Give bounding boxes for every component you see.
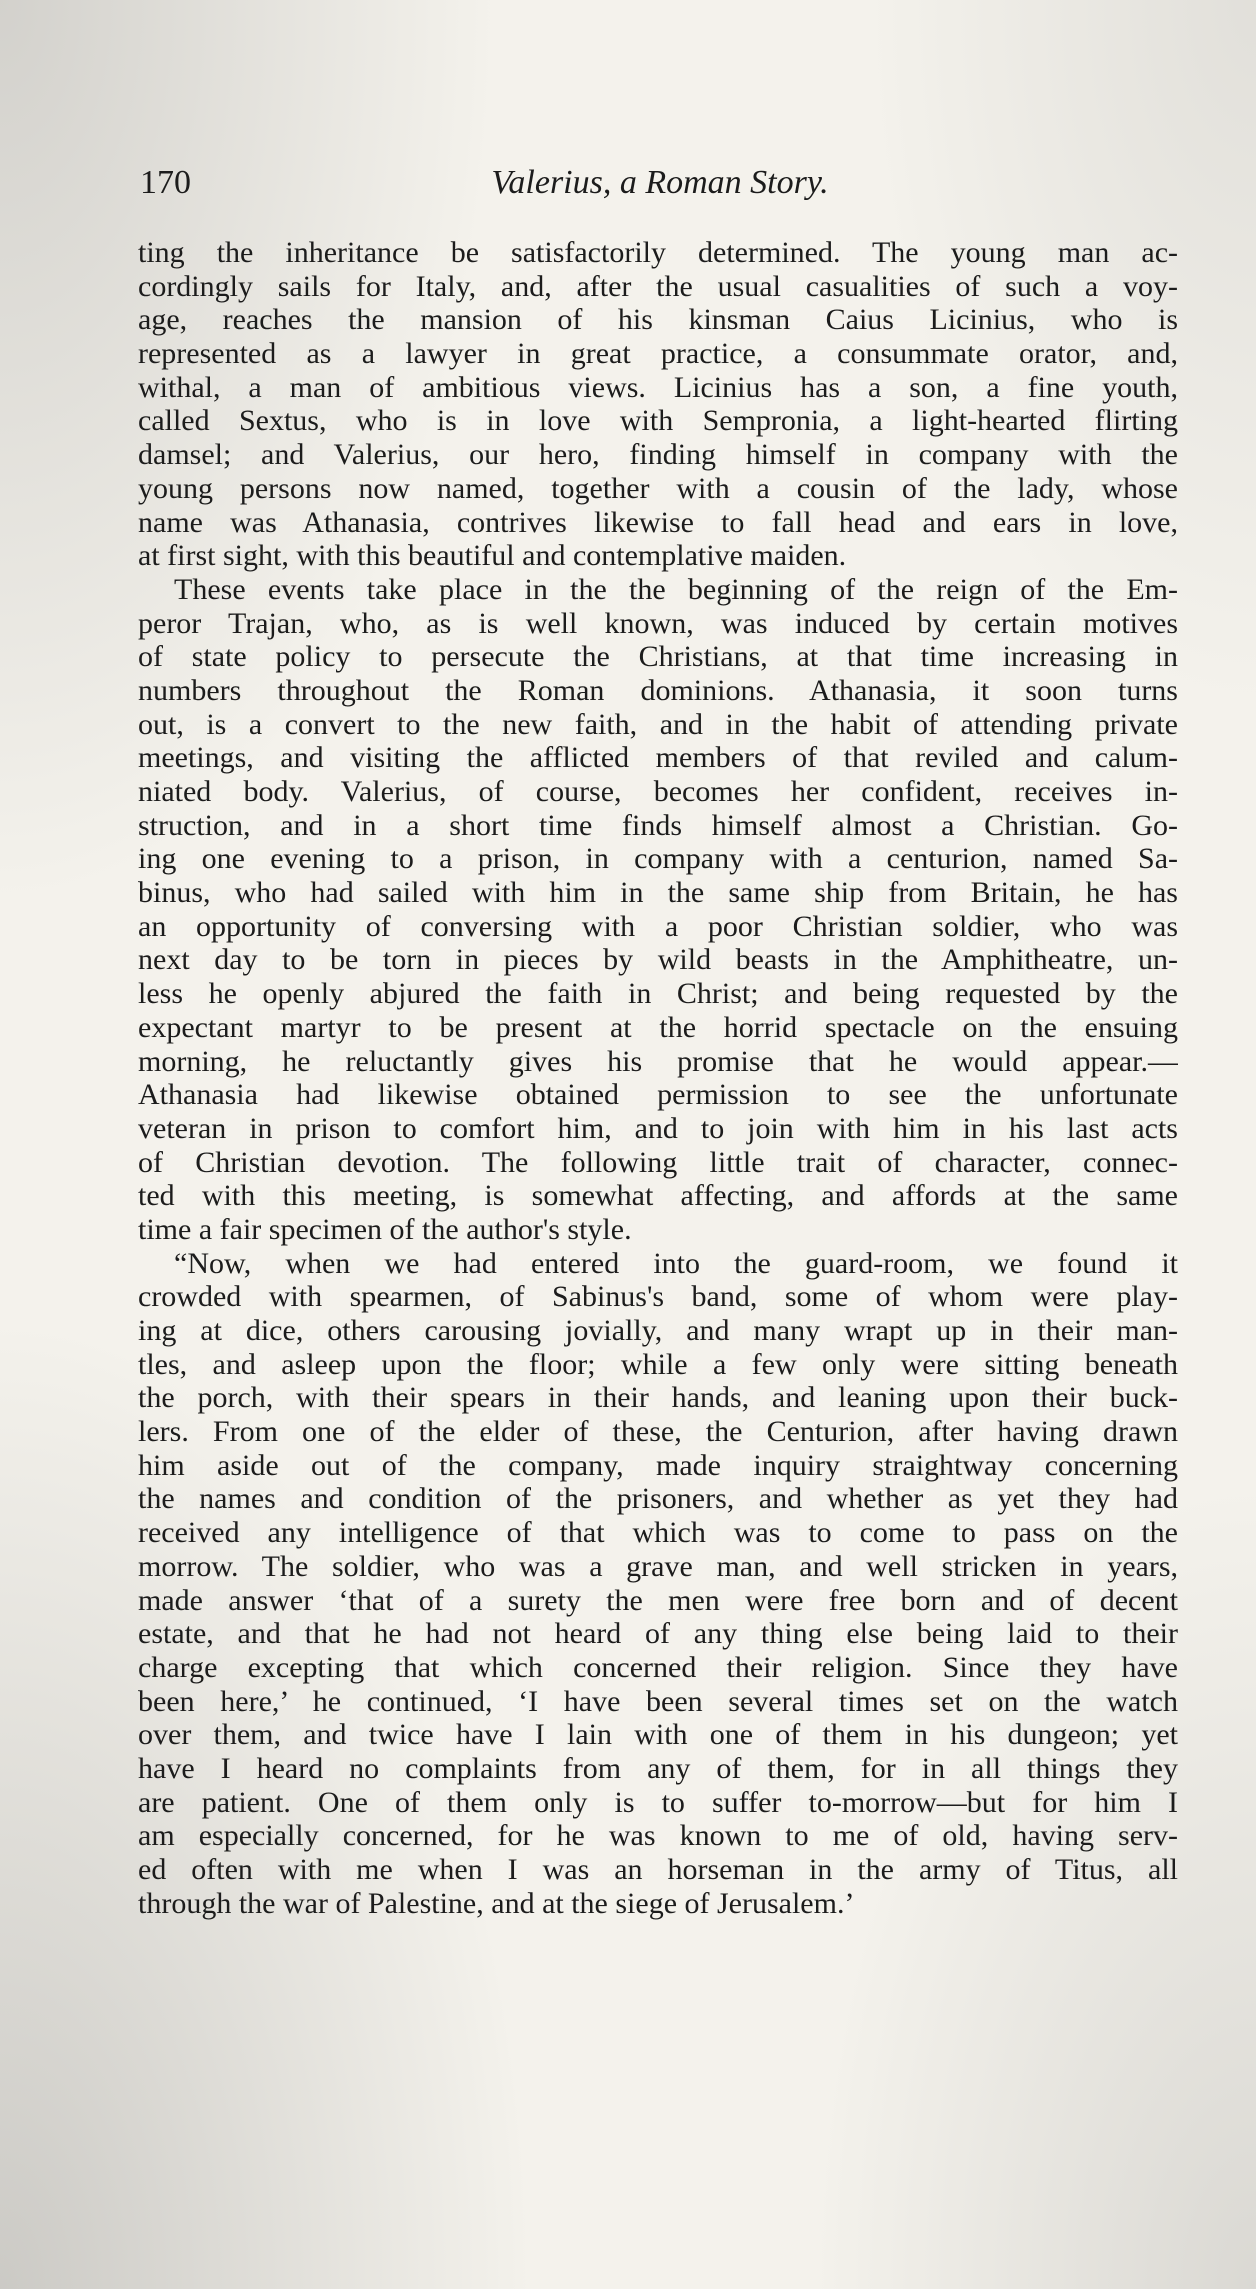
text-line: morrow. The soldier, who was a grave man, and well stricken in years, [138,1549,1178,1583]
text-line: age, reaches the mansion of his kinsman Caius Licinius, who is [138,303,1178,337]
text-line: have I heard no complaints from any of them, for in all things they [138,1751,1178,1785]
text-line: withal, a man of ambitious views. Licinius has a son, a fine youth, [138,370,1178,404]
text-line: peror Trajan, who, as is well known, was induced by certain motives [138,606,1178,640]
text-line: ted with this meeting, is somewhat affecting, and affords at the same [138,1179,1178,1213]
text-line: lers. From one of the elder of these, the Centurion, after having drawn [138,1415,1178,1449]
text-line: crowded with spearmen, of Sabinus's band, some of whom were play- [138,1280,1178,1314]
text-line: him aside out of the company, made inquiry straightway concerning [138,1448,1178,1482]
text-line: of Christian devotion. The following little trait of character, connec- [138,1145,1178,1179]
text-line: binus, who had sailed with him in the same ship from Britain, he has [138,876,1178,910]
text-line: young persons now named, together with a cousin of the lady, whose [138,471,1178,505]
text-line: veteran in prison to comfort him, and to join with him in his last acts [138,1111,1178,1145]
text-line: been here,’ he continued, ‘I have been several times set on the watch [138,1684,1178,1718]
page-number: 170 [140,164,191,201]
text-line: expectant martyr to be present at the horrid spectacle on the ensuing [138,1010,1178,1044]
text-line: Athanasia had likewise obtained permission to see the unfortunate [138,1078,1178,1112]
text-line: struction, and in a short time finds himself almost a Christian. Go- [138,808,1178,842]
text-line: over them, and twice have I lain with one of them in his dungeon; yet [138,1718,1178,1752]
text-line: ing one evening to a prison, in company with a centurion, named Sa- [138,842,1178,876]
text-line: “Now, when we had entered into the guard-room, we found it [174,1246,1178,1280]
text-line: meetings, and visiting the afflicted members of that reviled and calum- [138,741,1178,775]
text-line: an opportunity of conversing with a poor Christian soldier, who was [138,909,1178,943]
text-line: charge excepting that which concerned their religion. Since they have [138,1650,1178,1684]
text-line: ed often with me when I was an horseman in the army of Titus, all [138,1853,1178,1886]
body-text [138,236,1178,1920]
text-line: niated body. Valerius, of course, becomes her confident, receives in- [138,775,1178,808]
text-line: through the war of Palestine, and at the siege of Jerusalem.’ [138,1886,855,1920]
text-line: damsel; and Valerius, our hero, finding himself in company with the [138,438,1178,472]
text-line: morning, he reluctantly gives his promise that he would appear.— [138,1044,1178,1078]
text-line: represented as a lawyer in great practice, a consummate orator, and, [138,337,1178,371]
text-line: numbers throughout the Roman dominions. Athanasia, it soon turns [138,673,1178,707]
text-line: time a fair specimen of the author's style. [138,1212,632,1246]
text-line: the porch, with their spears in their hands, and leaning upon their buck- [138,1381,1178,1415]
text-line: the names and condition of the prisoners, and whether as yet they had [138,1482,1178,1516]
text-line: estate, and that he had not heard of any thing else being laid to their [138,1617,1178,1651]
text-line: name was Athanasia, contrives likewise to fall head and ears in love, [138,505,1178,539]
text-line: less he openly abjured the faith in Christ; and being requested by the [138,977,1178,1011]
text-line: next day to be torn in pieces by wild beasts in the Amphitheatre, un- [138,943,1178,977]
text-line: at first sight, with this beautiful and contemplative maiden. [138,539,847,573]
text-line: tles, and asleep upon the floor; while a few only were sitting beneath [138,1347,1178,1381]
running-title: Valerius, a Roman Story. [491,164,829,201]
text-line: ting the inheritance be satisfactorily determined. The young man ac- [138,236,1178,269]
text-line: of state policy to persecute the Christians, at that time increasing in [138,640,1178,674]
page-header [140,158,1180,208]
text-line: ing at dice, others carousing jovially, and many wrapt up in their man- [138,1314,1178,1347]
text-line: are patient. One of them only is to suffer to-morrow—but for him I [138,1785,1178,1819]
text-line: received any intelligence of that which was to come to pass on the [138,1516,1178,1550]
text-line: These events take place in the the beginning of the reign of the Em- [174,572,1178,606]
text-line: out, is a convert to the new faith, and in the habit of attending private [138,707,1178,741]
text-line: am especially concerned, for he was known to me of old, having serv- [138,1819,1178,1853]
text-line: called Sextus, who is in love with Sempronia, a light-hearted flirting [138,404,1178,438]
text-line: cordingly sails for Italy, and, after the usual casualities of such a voy- [138,269,1178,303]
text-line: made answer ‘that of a surety the men were free born and of decent [138,1583,1178,1617]
